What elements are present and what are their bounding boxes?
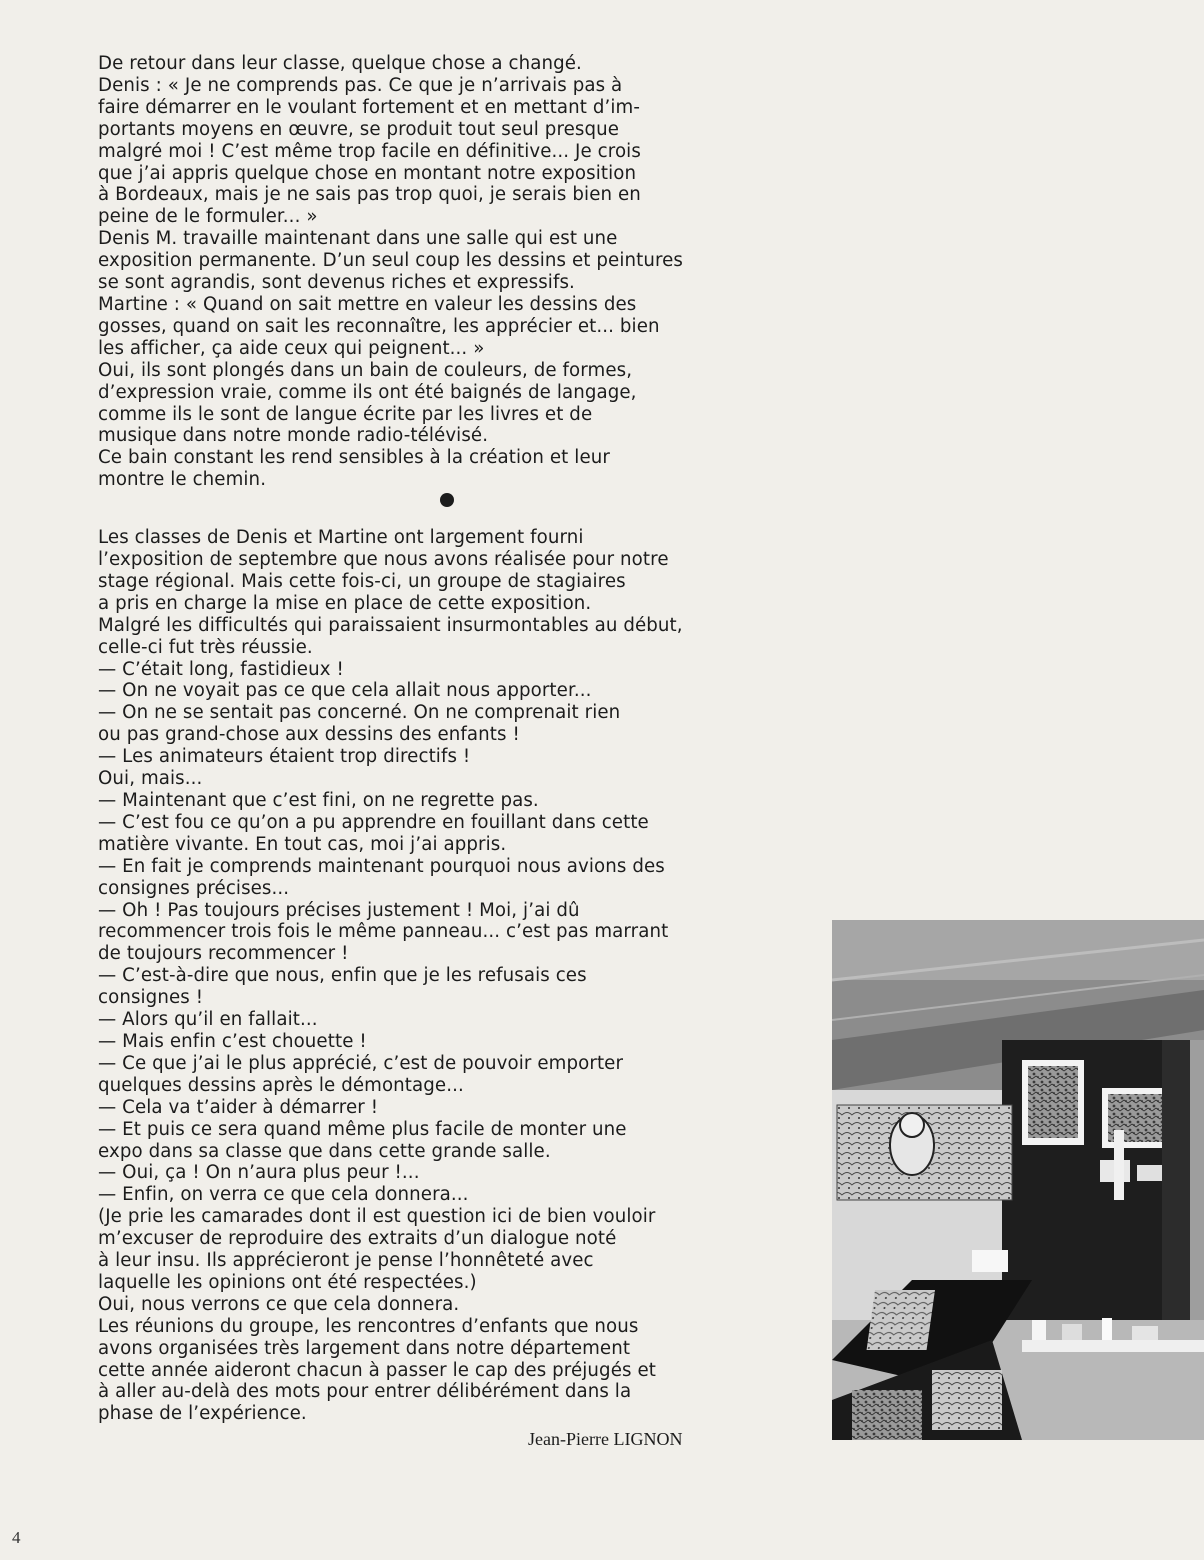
text-line: ou pas grand-chose aux dessins des enfants !	[98, 724, 520, 746]
text-line: — Oh ! Pas toujours précises justement ! Moi, j’ai dû	[98, 899, 580, 921]
text-line: (Je prie les camarades dont il est question ici de bien vouloir	[98, 1206, 656, 1228]
text-line: se sont agrandis, sont devenus riches et expressifs.	[98, 272, 575, 294]
text-line: recommencer trois fois le même panneau... c’est pas marrant	[98, 921, 669, 943]
text-line: comme ils le sont de langue écrite par les livres et de	[98, 403, 593, 425]
bullet-dot	[440, 493, 454, 507]
text-line: — Enfin, on verra ce que cela donnera...	[98, 1184, 469, 1206]
text-line: que j’ai appris quelque chose en montant notre exposition	[98, 162, 637, 184]
text-line: — C’était long, fastidieux !	[98, 658, 344, 680]
text-line: Malgré les difficultés qui paraissaient insurmontables au début,	[98, 614, 683, 636]
text-line: gosses, quand on sait les reconnaître, les apprécier et... bien	[98, 315, 660, 337]
text-line: Ce bain constant les rend sensibles à la création et leur	[98, 447, 610, 469]
text-line: — Mais enfin c’est chouette !	[98, 1030, 367, 1052]
text-line: laquelle les opinions ont été respectées.)	[98, 1271, 477, 1293]
text-line: avons organisées très largement dans notre département	[98, 1337, 631, 1359]
text-line: malgré moi ! C’est même trop facile en définitive... Je crois	[98, 140, 641, 162]
text-line: a pris en charge la mise en place de cette exposition.	[98, 592, 592, 614]
text-line: m’excuser de reproduire des extraits d’un dialogue noté	[98, 1228, 617, 1250]
text-line: — On ne se sentait pas concerné. On ne comprenait rien	[98, 702, 621, 724]
text-line: à Bordeaux, mais je ne sais pas trop quoi, je serais bien en	[98, 184, 641, 206]
text-line: matière vivante. En tout cas, moi j’ai appris.	[98, 833, 507, 855]
text-line: — Maintenant que c’est fini, on ne regrette pas.	[98, 790, 539, 811]
text-line: consignes précises...	[98, 877, 290, 899]
page-number: 4	[12, 1528, 21, 1547]
text-line: — En fait je comprends maintenant pourquoi nous avions des	[98, 855, 665, 877]
text-line: peine de le formuler... »	[98, 206, 318, 228]
text-line: — Alors qu’il en fallait...	[98, 1009, 318, 1031]
text-line: à aller au-delà des mots pour entrer délibérément dans la	[98, 1381, 632, 1403]
text-line: expo dans sa classe que dans cette grande salle.	[98, 1140, 551, 1162]
paragraph-2	[98, 527, 798, 1425]
paragraph-1	[98, 53, 798, 491]
text-line: De retour dans leur classe, quelque chose a changé.	[98, 53, 582, 74]
exhibition-photo-illustration	[832, 920, 1204, 1440]
text-line: — Ce que j’ai le plus apprécié, c’est de pouvoir emporter	[98, 1052, 624, 1074]
text-line: Denis M. travaille maintenant dans une salle qui est une	[98, 228, 618, 250]
text-line: consignes !	[98, 987, 204, 1009]
text-line: Les classes de Denis et Martine ont largement fourni	[98, 527, 584, 549]
text-line: d’expression vraie, comme ils ont été baignés de langage,	[98, 381, 637, 403]
text-line: — C’est fou ce qu’on a pu apprendre en fouillant dans cette	[98, 811, 649, 833]
author-signature: Jean-Pierre LIGNON	[528, 1429, 683, 1450]
article-column	[98, 53, 798, 1455]
text-line: musique dans notre monde radio-télévisé.	[98, 425, 489, 447]
text-line: portants moyens en œuvre, se produit tout seul presque	[98, 118, 620, 140]
text-line: — Cela va t’aider à démarrer !	[98, 1096, 379, 1118]
text-line: Oui, mais...	[98, 768, 203, 790]
text-line: Les réunions du groupe, les rencontres d’enfants que nous	[98, 1315, 639, 1337]
text-line: quelques dessins après le démontage...	[98, 1074, 464, 1096]
text-line: — Oui, ça ! On n’aura plus peur !...	[98, 1162, 420, 1184]
text-line: exposition permanente. D’un seul coup les dessins et peintures	[98, 250, 684, 272]
section-separator	[98, 491, 798, 513]
text-line: Martine : « Quand on sait mettre en valeur les dessins des	[98, 293, 637, 315]
text-line: les afficher, ça aide ceux qui peignent... »	[98, 337, 485, 359]
text-line: — Les animateurs étaient trop directifs !	[98, 746, 471, 768]
text-line: stage régional. Mais cette fois-ci, un groupe de stagiaires	[98, 570, 626, 592]
exhibition-photo	[832, 920, 1204, 1440]
text-line: Oui, nous verrons ce que cela donnera.	[98, 1293, 460, 1315]
text-line: Denis : « Je ne comprends pas. Ce que je n’arrivais pas à	[98, 74, 623, 96]
text-line: faire démarrer en le voulant fortement et en mettant d’im-	[98, 96, 640, 118]
bleed-through-shadow	[1054, 230, 1204, 310]
text-line: — On ne voyait pas ce que cela allait nous apporter...	[98, 680, 592, 702]
text-line: — Et puis ce sera quand même plus facile de monter une	[98, 1118, 627, 1140]
text-line: Oui, ils sont plongés dans un bain de couleurs, de formes,	[98, 359, 633, 381]
text-line: à leur insu. Ils apprécieront je pense l’honnêteté avec	[98, 1250, 594, 1272]
text-line: de toujours recommencer !	[98, 943, 349, 965]
text-line: l’exposition de septembre que nous avons réalisée pour notre	[98, 549, 669, 571]
text-line: celle-ci fut très réussie.	[98, 636, 313, 658]
text-line: — C’est-à-dire que nous, enfin que je les refusais ces	[98, 965, 587, 987]
text-line: montre le chemin.	[98, 469, 267, 491]
text-line: cette année aideront chacun à passer le cap des préjugés et	[98, 1359, 656, 1381]
text-line: phase de l’expérience.	[98, 1403, 307, 1425]
